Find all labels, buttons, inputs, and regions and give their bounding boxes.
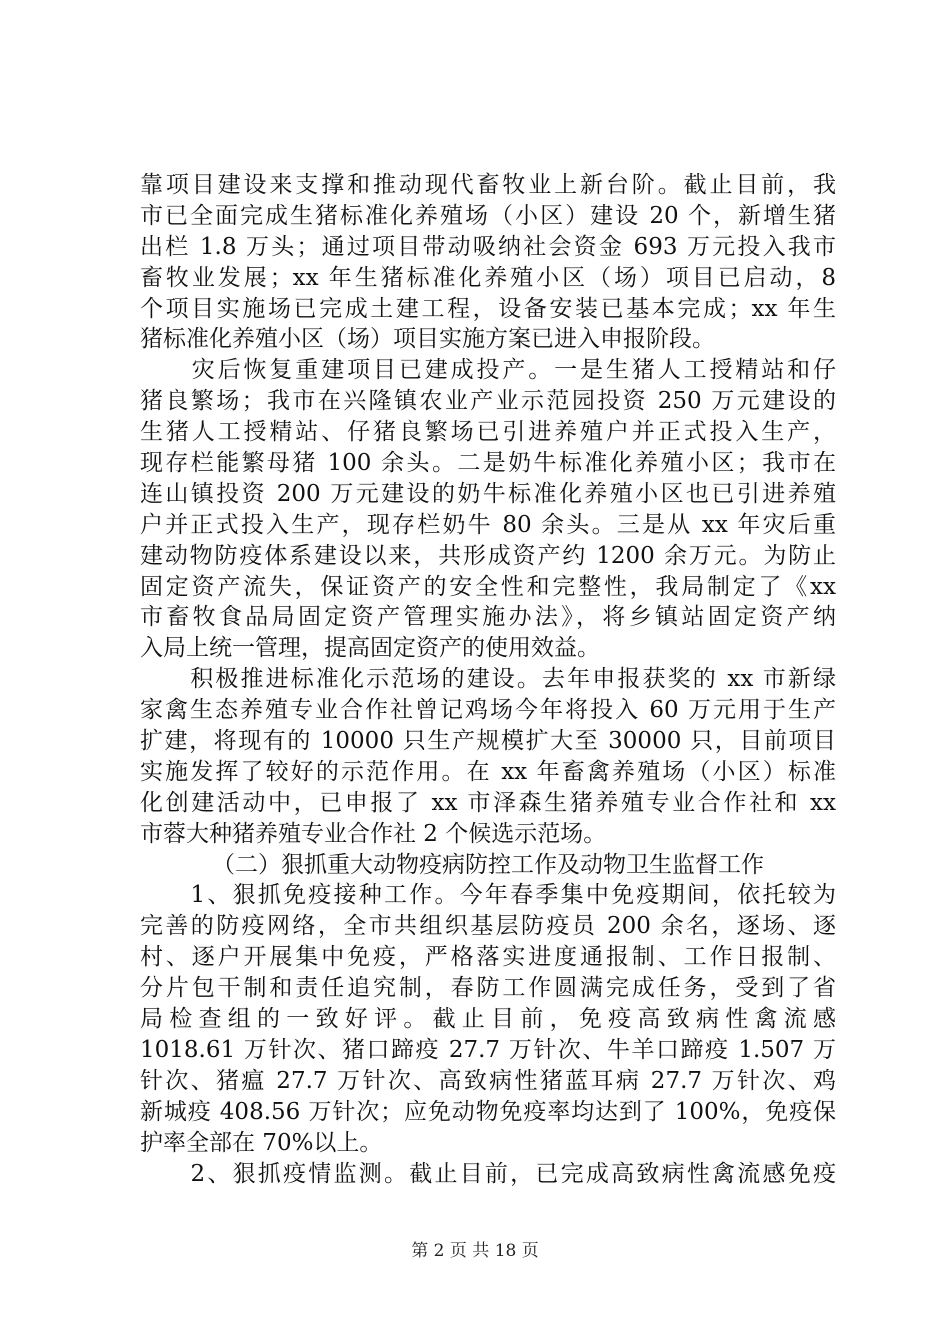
paragraph-line: 市已全面完成生猪标准化养殖场（小区）建设 20 个，新增生猪 (140, 202, 836, 229)
paragraph-line: 2、狠抓疫情监测。截止目前，已完成高致病性禽流感免疫 (140, 1160, 836, 1187)
paragraph-line: 市蓉大种猪养殖专业合作社 2 个候选示范场。 (140, 820, 607, 847)
paragraph-line: 靠项目建设来支撑和推动现代畜牧业上新台阶。截止目前，我 (140, 172, 836, 198)
paragraph-line: 积极推进标准化示范场的建设。去年申报获奖的 xx 市新绿 (140, 666, 836, 693)
paragraph-line: 建动物防疫体系建设以来，共形成资产约 1200 余万元。为防止 (140, 542, 836, 569)
paragraph-line: 家禽生态养殖专业合作社曾记鸡场今年将投入 60 万元用于生产 (140, 697, 836, 724)
paragraph-line: 市畜牧食品局固定资产管理实施办法》，将乡镇站固定资产纳 (140, 604, 836, 631)
paragraph-line: 1018.61 万针次、猪口蹄疫 27.7 万针次、牛羊口蹄疫 1.507 万 (140, 1036, 836, 1063)
paragraph-line: 扩建，将现有的 10000 只生产规模扩大至 30000 只，目前项目 (140, 728, 836, 755)
paragraph-line: 固定资产流失，保证资产的安全性和完整性，我局制定了《xx (140, 573, 836, 600)
paragraph-line: 新城疫 408.56 万针次；应免动物免疫率均达到了 100%，免疫保 (140, 1098, 836, 1125)
paragraph-line: 户并正式投入生产，现存栏奶牛 80 余头。三是从 xx 年灾后重 (140, 511, 836, 538)
paragraph-line: 出栏 1.8 万头；通过项目带动吸纳社会资金 693 万元投入我市 (140, 233, 836, 260)
paragraph-line: 化创建活动中，已申报了 xx 市泽森生猪养殖专业合作社和 xx (140, 789, 836, 816)
paragraph-line: 现存栏能繁母猪 100 余头。二是奶牛标准化养殖小区；我市在 (140, 450, 836, 477)
paragraph-line: 生猪人工授精站、仔猪良繁场已引进养殖户并正式投入生产， (140, 419, 836, 446)
paragraph-line: 1、狠抓免疫接种工作。今年春季集中免疫期间，依托较为 (140, 882, 836, 909)
paragraph-line: 村、逐户开展集中免疫，严格落实进度通报制、工作日报制、 (140, 944, 836, 971)
paragraph-line: 针次、猪瘟 27.7 万针次、高致病性猪蓝耳病 27.7 万针次、鸡 (140, 1067, 836, 1094)
paragraph-line: 局检查组的一致好评。截止目前，免疫高致病性禽流感 (140, 1006, 836, 1033)
paragraph-line: 实施发挥了较好的示范作用。在 xx 年畜禽养殖场（小区）标准 (140, 758, 836, 785)
paragraph-line: 入局上统一管理，提高固定资产的使用效益。 (140, 635, 600, 662)
paragraph-line: 完善的防疫网络，全市共组织基层防疫员 200 余名，逐场、逐 (140, 913, 836, 940)
paragraph-line: 畜牧业发展；xx 年生猪标准化养殖小区（场）项目已启动，8 (140, 264, 836, 291)
paragraph-line: 猪良繁场；我市在兴隆镇农业产业示范园投资 250 万元建设的 (140, 388, 836, 415)
page-number-footer: 第 2 页 共 18 页 (411, 1241, 539, 1261)
paragraph-line: 分片包干制和责任追究制，春防工作圆满完成任务，受到了省 (140, 975, 836, 1002)
document-body (140, 170, 836, 1189)
paragraph-line: 连山镇投资 200 万元建设的奶牛标准化养殖小区也已引进养殖 (140, 480, 836, 507)
paragraph-line: 个项目实施场已完成土建工程，设备安装已基本完成；xx 年生 (140, 295, 836, 322)
section-heading: （二）狠抓重大动物疫病防控工作及动物卫生监督工作 (212, 851, 764, 878)
paragraph-line: 护率全部在 70%以上。 (140, 1129, 383, 1156)
paragraph-line: 灾后恢复重建项目已建成投产。一是生猪人工授精站和仔 (140, 357, 836, 384)
paragraph-line: 猪标准化养殖小区（场）项目实施方案已进入申报阶段。 (140, 326, 715, 353)
